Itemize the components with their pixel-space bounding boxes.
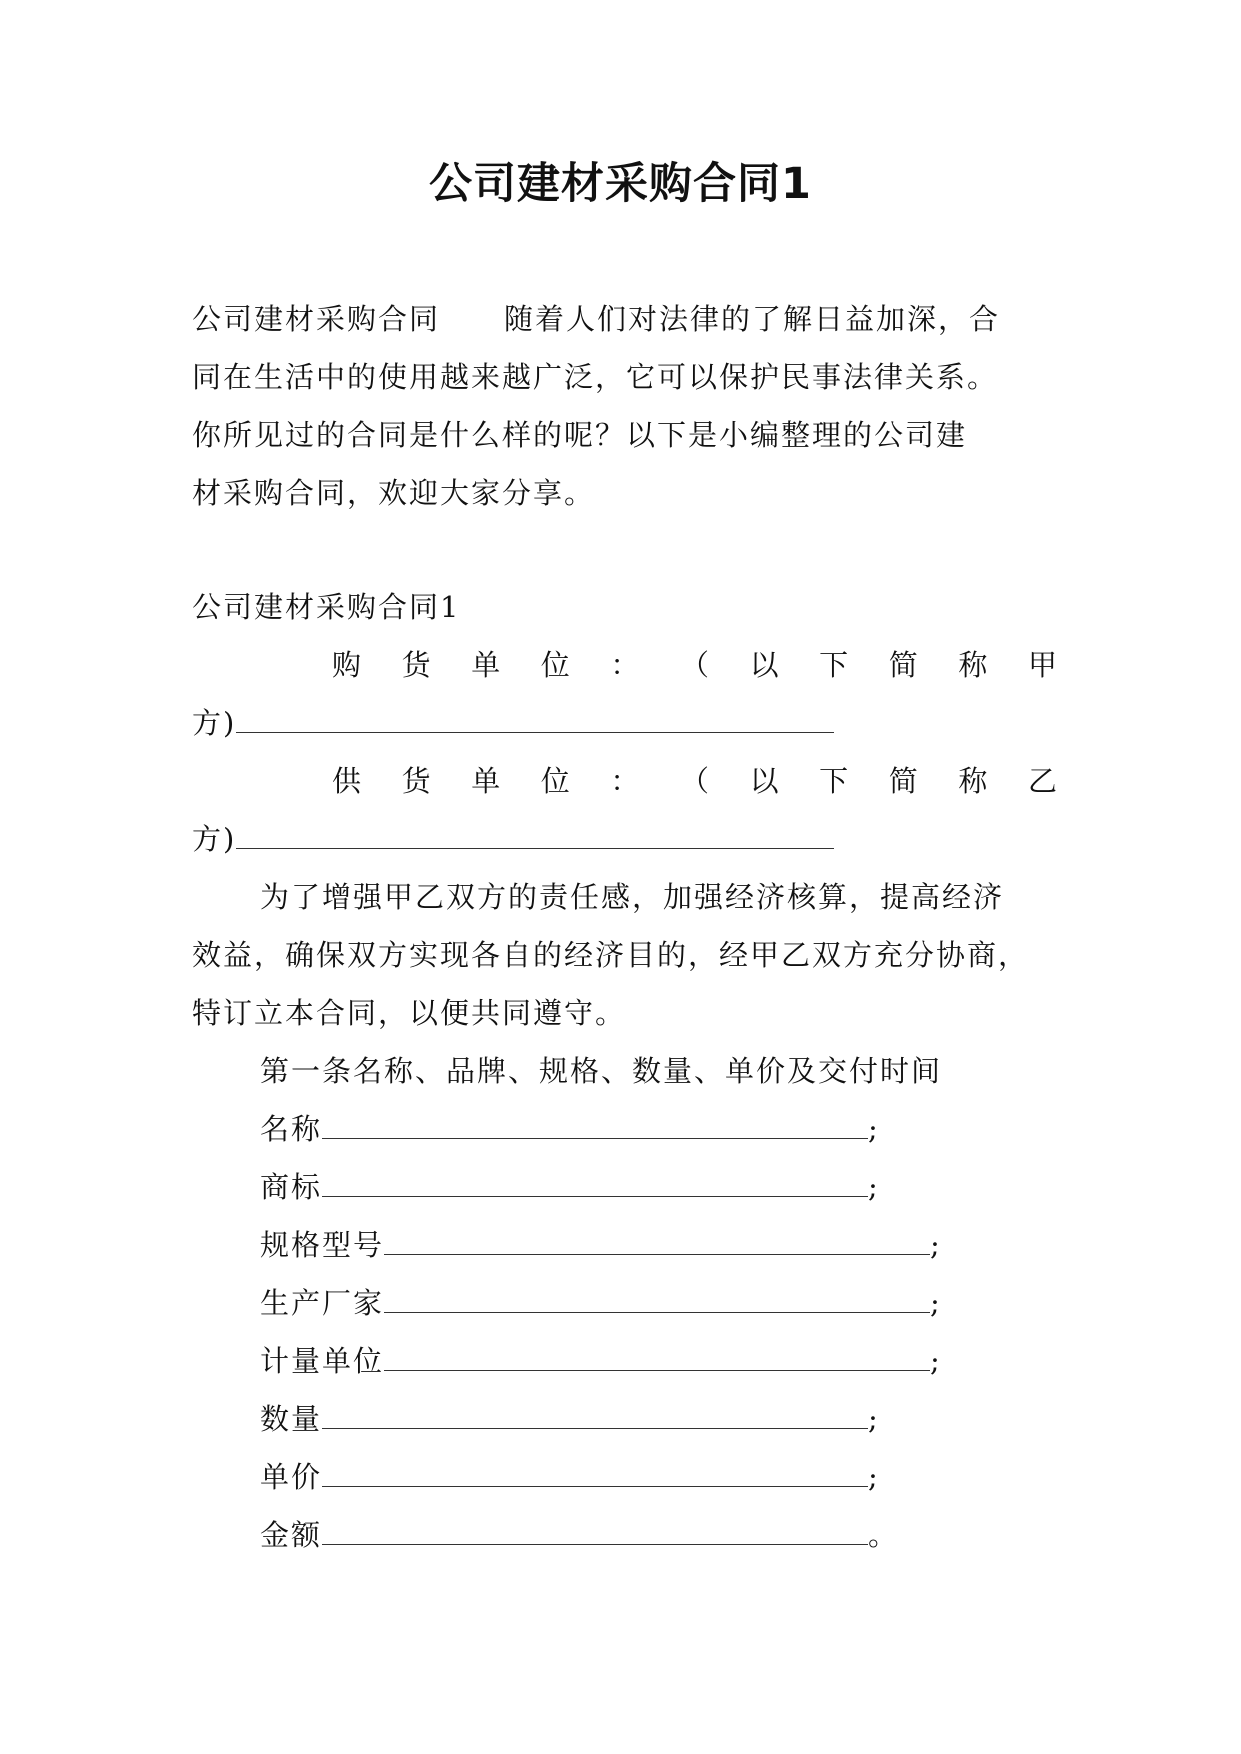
seller-char: 供: [332, 764, 362, 798]
field-label: 名称: [260, 1112, 323, 1146]
buyer-tail: 方): [192, 706, 237, 740]
buyer-row: [192, 636, 1057, 694]
purpose-line-2: 效益，确保双方实现各自的经济目的，经甲乙双方充分协商，: [192, 938, 1030, 972]
intro-line-4: 材采购合同，欢迎大家分享。: [192, 476, 596, 510]
field-label: 商标: [260, 1170, 323, 1204]
buyer-char: （: [679, 648, 709, 682]
purpose-line-1: 为了增强甲乙双方的责任感，加强经济核算，提高经济: [260, 880, 1005, 914]
buyer-char: ：: [610, 648, 640, 682]
buyer-char: 购: [332, 648, 362, 682]
section-heading: 公司建材采购合同1: [192, 590, 461, 624]
seller-tail: 方): [192, 822, 237, 856]
field-quantity-row: [192, 1390, 1057, 1448]
field-blank[interactable]: [322, 1104, 868, 1139]
seller-char: 下: [819, 764, 849, 798]
intro-line-1: [192, 290, 1057, 348]
field-end: ;: [868, 1112, 880, 1146]
seller-char: 称: [958, 764, 988, 798]
buyer-char: 货: [401, 648, 431, 682]
purpose-line-3: 特订立本合同，以便共同遵守。: [192, 996, 627, 1030]
field-blank[interactable]: [384, 1220, 930, 1255]
field-price-row: [192, 1448, 1057, 1506]
field-label: 规格型号: [260, 1228, 385, 1262]
field-end: 。: [868, 1518, 900, 1552]
field-model-row: [192, 1216, 1057, 1274]
field-amount-row: [192, 1506, 1057, 1564]
field-blank[interactable]: [322, 1510, 868, 1545]
field-blank[interactable]: [322, 1394, 868, 1429]
buyer-char: 单: [471, 648, 501, 682]
seller-row: [192, 752, 1057, 810]
field-blank[interactable]: [322, 1452, 868, 1487]
seller-blank-row: [192, 810, 1057, 868]
seller-char: 以: [749, 764, 779, 798]
buyer-char: 简: [888, 648, 918, 682]
field-blank[interactable]: [322, 1162, 868, 1197]
intro-lead: 公司建材采购合同: [192, 302, 441, 336]
buyer-blank[interactable]: [236, 698, 834, 733]
buyer-char: 以: [749, 648, 779, 682]
field-label: 金额: [260, 1518, 323, 1552]
field-label: 生产厂家: [260, 1286, 385, 1320]
seller-blank[interactable]: [236, 814, 834, 849]
buyer-blank-row: [192, 694, 1057, 752]
field-end: ;: [868, 1460, 880, 1494]
document-title: 公司建材采购合同1: [429, 159, 812, 209]
field-label: 数量: [260, 1402, 323, 1436]
buyer-char: 甲: [1027, 648, 1057, 682]
field-end: ;: [930, 1228, 942, 1262]
seller-char: （: [679, 764, 709, 798]
field-end: ;: [930, 1344, 942, 1378]
field-end: ;: [930, 1286, 942, 1320]
seller-char: 乙: [1027, 764, 1057, 798]
field-blank[interactable]: [384, 1278, 930, 1313]
field-end: ;: [868, 1170, 880, 1204]
seller-char: 单: [471, 764, 501, 798]
article1-heading: 第一条名称、品牌、规格、数量、单价及交付时间: [260, 1054, 943, 1088]
seller-char: 货: [401, 764, 431, 798]
intro-line-3: 你所见过的合同是什么样的呢？以下是小编整理的公司建: [192, 418, 968, 452]
seller-char: ：: [610, 764, 640, 798]
seller-char: 位: [540, 764, 570, 798]
field-unit-row: [192, 1332, 1057, 1390]
field-label: 单价: [260, 1460, 323, 1494]
intro-text-1: 随着人们对法律的了解日益加深，合: [504, 302, 1001, 336]
buyer-char: 下: [819, 648, 849, 682]
field-name-row: [192, 1100, 1057, 1158]
field-end: ;: [868, 1402, 880, 1436]
buyer-char: 位: [540, 648, 570, 682]
field-label: 计量单位: [260, 1344, 385, 1378]
field-blank[interactable]: [384, 1336, 930, 1371]
seller-char: 简: [888, 764, 918, 798]
buyer-char: 称: [958, 648, 988, 682]
intro-line-2: 同在生活中的使用越来越广泛，它可以保护民事法律关系。: [192, 360, 999, 394]
field-brand-row: [192, 1158, 1057, 1216]
document-body: [192, 290, 1057, 1564]
field-manufacturer-row: [192, 1274, 1057, 1332]
